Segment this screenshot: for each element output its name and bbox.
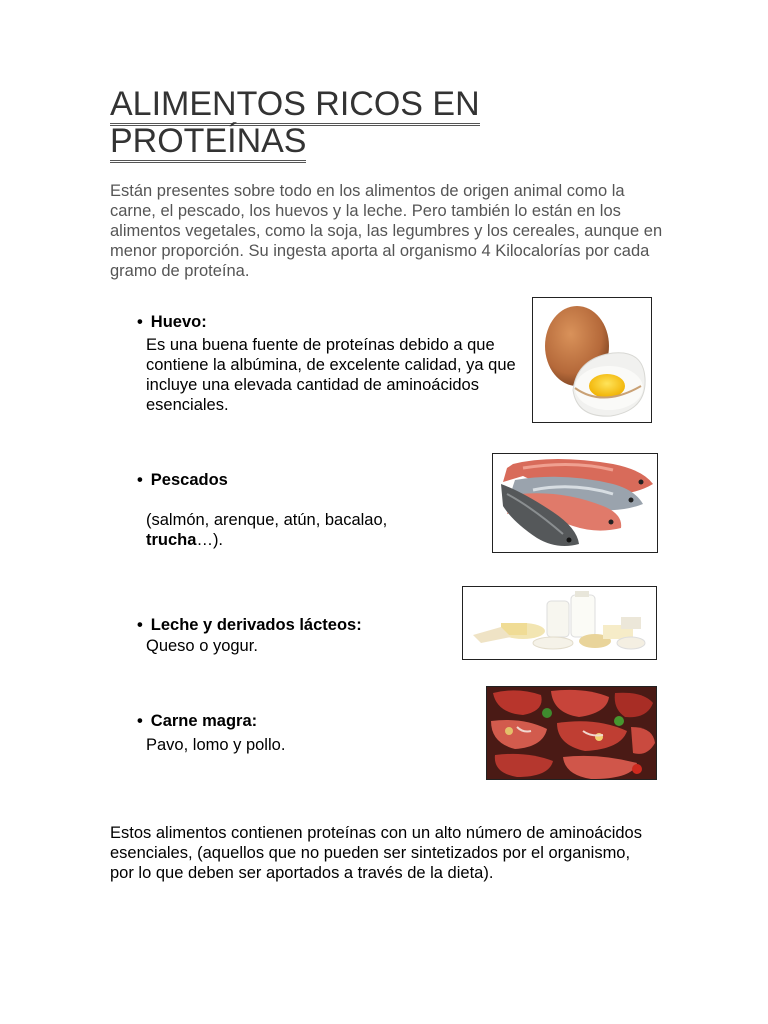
title-line-2: PROTEÍNAS: [110, 122, 306, 163]
meat-image: [486, 686, 657, 780]
item-title-pescados-label: Pescados: [150, 471, 228, 489]
fish-illustration: [493, 454, 657, 552]
item-text-pescados-bold: trucha: [146, 531, 197, 549]
item-title-huevo: [137, 312, 207, 332]
dairy-illustration: [463, 587, 656, 659]
item-text-carne: Pavo, lomo y pollo.: [146, 736, 286, 754]
item-text-pescados: [146, 510, 446, 550]
bullet-icon: •: [137, 616, 143, 634]
intro-paragraph: Están presentes sobre todo en los alimentos de origen animal como la carne, el pescado, los huevos y la leche. Pero también lo están en los alimentos vegetales, como la soja, las legumbres y los cereales, aunque en menor proporción. Su ingesta aporta al organismo 4 Kilocalorías por cada gramo de proteína.: [110, 182, 663, 280]
item-text-pescados-part1: (salmón, arenque, atún, bacalao,: [146, 511, 388, 529]
item-title-carne: [137, 711, 257, 731]
item-text-leche: Queso o yogur.: [146, 637, 258, 655]
egg-illustration: [533, 298, 651, 422]
dairy-image: [462, 586, 657, 660]
fish-image: [492, 453, 658, 553]
item-text-pescados-part2: …).: [196, 531, 224, 549]
bullet-icon: •: [137, 313, 143, 331]
item-title-carne-label: Carne magra:: [150, 712, 258, 730]
bullet-icon: •: [137, 471, 143, 489]
page-title: [110, 86, 530, 160]
item-title-pescados: [137, 470, 228, 490]
closing-paragraph: Estos alimentos contienen proteínas con un alto número de aminoácidos esenciales, (aquellos que no pueden ser sintetizados por el organismo, por lo que deben ser aportados a través de la dieta).: [110, 824, 642, 882]
item-title-leche-label: Leche y derivados lácteos:: [150, 616, 362, 634]
meat-illustration: [487, 687, 656, 779]
item-title-huevo-label: Huevo:: [150, 313, 207, 331]
title-line-1: ALIMENTOS RICOS EN: [110, 85, 480, 126]
item-text-huevo: Es una buena fuente de proteínas debido a que contiene la albúmina, de excelente calidad, ya que incluye una elevada cantidad de aminoácidos esenciales.: [146, 336, 516, 414]
bullet-icon: •: [137, 712, 143, 730]
item-title-leche: [137, 615, 362, 635]
egg-image: [532, 297, 652, 423]
